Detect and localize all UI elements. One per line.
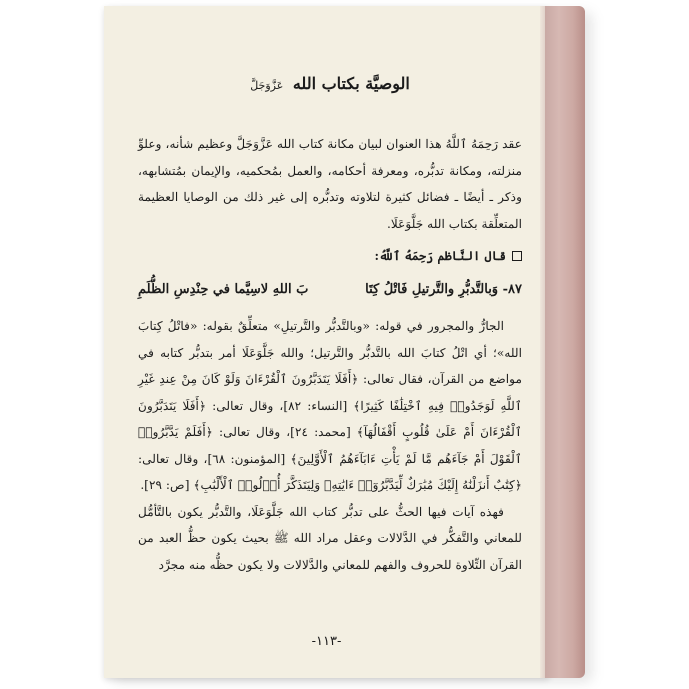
explanation-paragraph: الجارُّ والمجرور في قوله: «وبالتَّدبُّر والتَّرتيلِ» متعلِّقٌ بقوله: «فاتْلُ كِتابَ الله»؛ أي اتْلُ كتابَ الله بالتَّدبُّر والتَّرتيل؛ والله جَلَّوَعَلَا أمر بتدبُّر كتابه في مواضع من القرآن، فقال تعالى: ﴿أَفَلَا يَتَدَبَّرُونَ ٱلْقُرْءَانَ وَلَوْ كَانَ مِنْ عِندِ غَيْرِ ٱللَّهِ لَوَجَدُوا۟ فِيهِ ٱخْتِلَٰفًا كَثِيرًا﴾ [النساء: ٨٢]، وقال تعالى: ﴿أَفَلَا يَتَدَبَّرُونَ ٱلْقُرْءَانَ أَمْ عَلَىٰ قُلُوبٍ أَقْفَالُهَآ﴾ [محمد: ٢٤]، وقال تعالى: ﴿أَفَلَمْ يَدَّبَّرُوا۟ ٱلْقَوْلَ أَمْ جَآءَهُم مَّا لَمْ يَأْتِ ءَابَآءَهُمُ ٱلْأَوَّلِينَ﴾ [المؤمنون: ٦٨]، وقال تعالى: ﴿كِتَٰبٌ أَنزَلْنَٰهُ إِلَيْكَ مُبَٰرَكٌ لِّيَدَّبَّرُوٓا۟ ءَايَٰتِهِۦ وَلِيَتَذَكَّرَ أُو۟لُوا۟ ٱلْأَلْبَٰبِ﴾ [ص: ٢٩].	[138, 319, 522, 492]
chapter-title	[138, 74, 522, 93]
verse-first-half-text: وَبالتَّدبُّرِ والتَّرتيلِ فَاتْلُ كِتَا	[365, 282, 499, 297]
square-bullet-icon	[512, 251, 522, 261]
page-number: -١١٣-	[311, 634, 342, 649]
section-heading-text: قال النَّاظم رَحِمَهُ ٱللَّهُ:	[374, 249, 506, 263]
page-content	[138, 74, 522, 578]
verse-line	[138, 275, 522, 305]
closing-paragraph: فهذه آيات فيها الحثُّ على تدبُّر كتاب الله جَلَّوَعَلَا، والتَّدبُّر يكون بالتَّأمُّل للمعاني والتَّفكُّر في الدَّلالات وعقل مراد الله ﷺ بحيث يكون حظُّ العبد من القرآن التِّلاوة للحروف والفهم للمعاني والدَّلالات ولا يكون حظُّه منه مجرَّد	[138, 504, 522, 572]
section-heading	[138, 243, 522, 269]
verse-number: ٨٧-	[502, 282, 522, 297]
verse-second-half: بَ اللهِ لاسِيَّما في حِنْدِسِ الظُّلَمِ	[138, 282, 309, 297]
chapter-title-text: الوصيَّة بكتاب الله	[292, 74, 410, 93]
verse-first-half	[365, 275, 522, 305]
book-spine	[545, 6, 585, 678]
intro-paragraph: عقد رَحِمَهُ ٱللَّهُ هذا العنوان لبيان مكانة كتاب الله عَزَّوَجَلَّ وعظيم شأنه، وعلوِّ منزلته، ومكانة تدبُّره، ومعرفة أحكامه، والعمل بمُحكميه، والإيمان بمُتشابهه، وذكر ـ أيضًا ـ فضائل كثيرة لتلاوته وتدبُّره إلى غير ذلك من الوصايا العظيمة المتعلِّقة بكتاب الله جَلَّوَعَلَا.	[138, 137, 522, 231]
chapter-title-honorific: عَزَّوَجَلَّ	[250, 79, 284, 92]
